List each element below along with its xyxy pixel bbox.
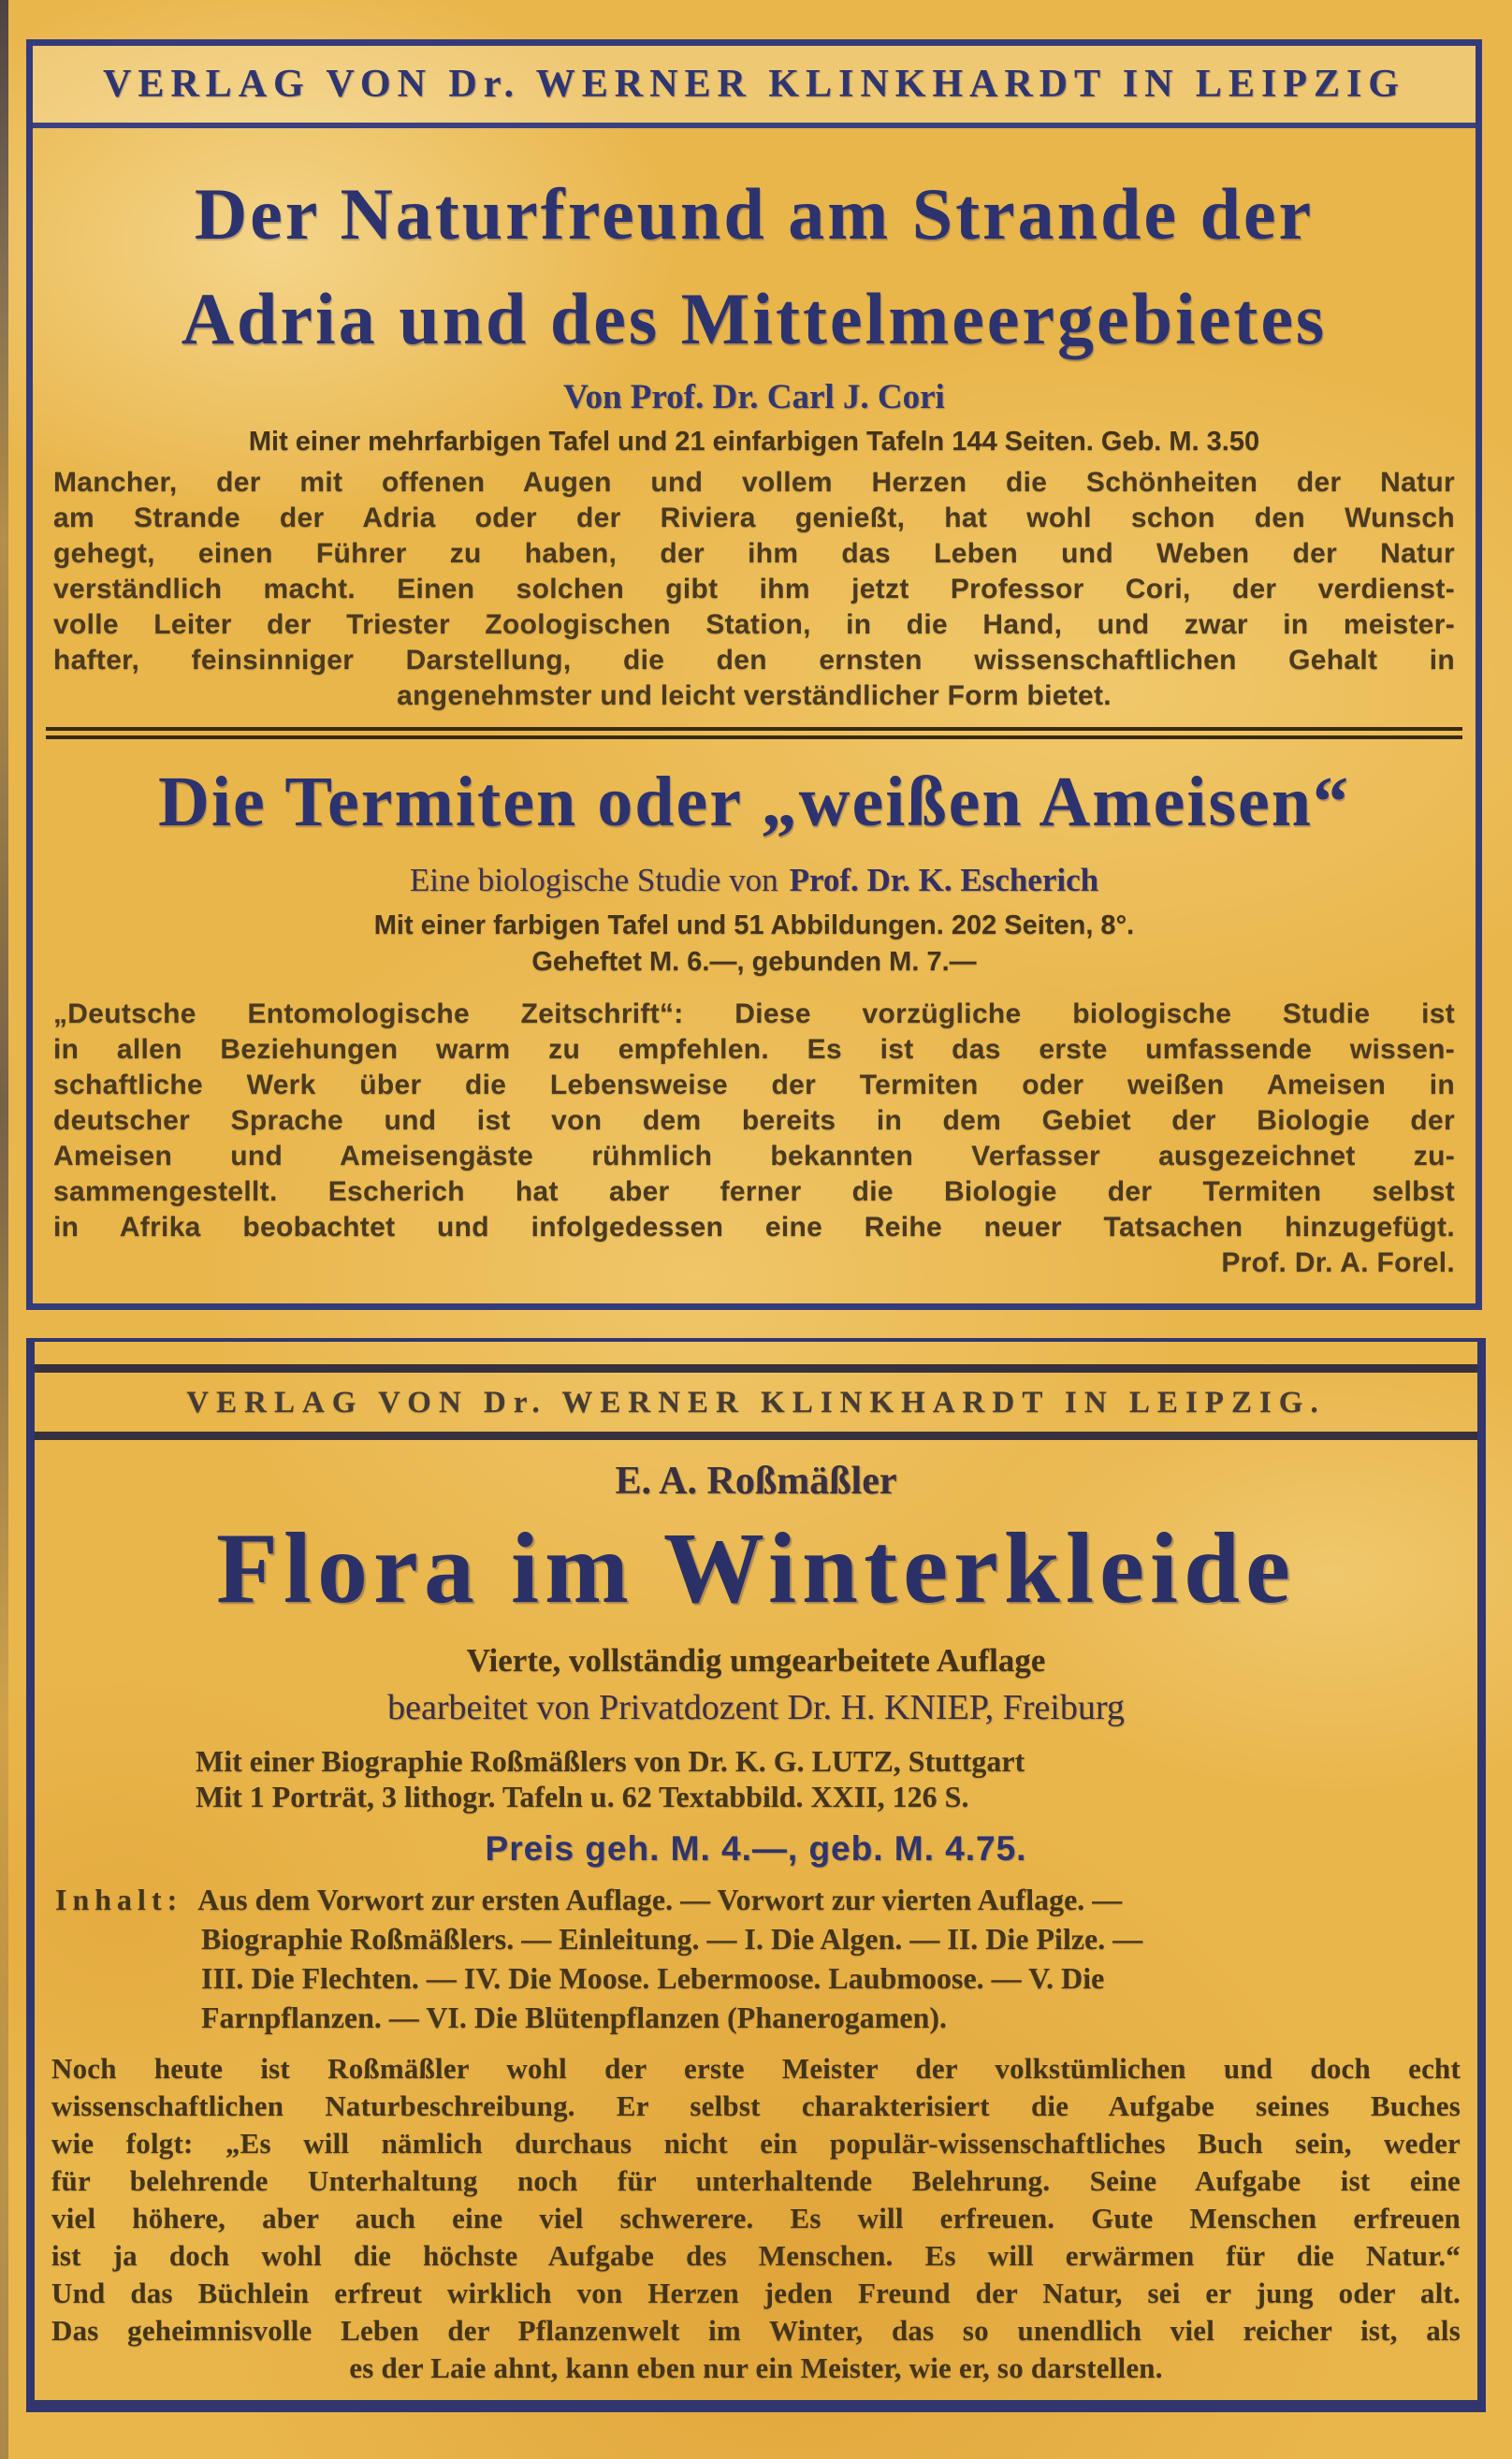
contents-line-first <box>55 1880 1457 1919</box>
review-line: in Afrika beobachtet und infolgedessen eine Reihe neuer Tatsachen hinzugefügt. <box>53 1212 1455 1243</box>
book2-details-plates: Mit einer farbigen Tafel und 51 Abbildungen. 202 Seiten, 8°. <box>373 910 1135 940</box>
book2-subtitle <box>33 862 1476 899</box>
book1-title-line1: Der Naturfreund am Strande der <box>194 173 1315 255</box>
review-line: wie folgt: „Es will nämlich durchaus nicht ein populär-wissenschaftliches Buch sein, weder <box>51 2127 1461 2160</box>
review-line: Mancher, der mit offenen Augen und vollem Herzen die Schönheiten der Natur <box>53 467 1455 498</box>
book1-byline: Von Prof. Dr. Carl J. Cori <box>563 378 945 416</box>
book3-title: Flora im Winterkleide <box>216 1513 1296 1624</box>
book1-details: Mit einer mehrfarbigen Tafel und 21 einfarbigen Tafeln 144 Seiten. Geb. M. 3.50 <box>248 427 1260 457</box>
book3-details-line1: Mit einer Biographie Roßmäßlers von Dr. K. G. LUTZ, Stuttgart <box>196 1744 1025 1778</box>
review-line: „Deutsche Entomologische Zeitschrift“: Diese vorzügliche biologische Studie ist <box>53 998 1455 1029</box>
book2-details-price: Geheftet M. 6.—, gebunden M. 7.— <box>531 947 977 977</box>
book3-editor: bearbeitet von Privatdozent Dr. H. KNIEP, Freiburg <box>387 1688 1125 1727</box>
heavy-rule-top <box>35 1364 1477 1373</box>
book3-details <box>196 1743 1477 1814</box>
book3-edition: Vierte, vollständig umgearbeitete Auflage <box>466 1642 1046 1679</box>
book3-price: Preis geh. M. 4.—, geb. M. 4.75. <box>485 1829 1027 1868</box>
review-line: volle Leiter der Triester Zoologischen Station, in die Hand, und zwar in meister- <box>53 609 1455 640</box>
book3-review-paragraph <box>51 2050 1461 2387</box>
review-line: sammengestellt. Escherich hat aber ferner die Biologie der Termiten selbst <box>53 1176 1455 1207</box>
publisher-banner-top-text: VERLAG VON Dr. WERNER KLINKHARDT IN LEIPZIG <box>103 63 1405 106</box>
review-line: hafter, feinsinniger Darstellung, die den ernsten wissenschaftlichen Gehalt in <box>53 645 1455 676</box>
review-line: verständlich macht. Einen solchen gibt ihm jetzt Professor Cori, der verdienst- <box>53 574 1455 604</box>
publisher-banner-top <box>33 46 1476 128</box>
book3-contents <box>55 1880 1457 2037</box>
review-line: für belehrende Unterhaltung noch für unterhaltende Belehrung. Seine Aufgabe ist eine <box>51 2164 1461 2197</box>
double-rule-divider <box>46 727 1462 739</box>
book1-review-paragraph <box>53 465 1455 714</box>
heavy-rule-bottom <box>35 1432 1477 1440</box>
ad-frame-top <box>26 39 1482 1310</box>
review-signature: Prof. Dr. A. Forel. <box>1221 1247 1455 1278</box>
book2-title: Die Termiten oder „weißen Ameisen“ <box>157 763 1351 841</box>
review-line: gehegt, einen Führer zu haben, der ihm das Leben und Weben der Natur <box>53 538 1455 569</box>
review-line: es der Laie ahnt, kann eben nur ein Meister, wie er, so darstellen. <box>349 2351 1163 2384</box>
contents-line: III. Die Flechten. — IV. Die Moose. Lebermoose. Laubmoose. — V. Die <box>201 1961 1105 1995</box>
book2-review-paragraph <box>53 997 1455 1281</box>
contents-first-text: Aus dem Vorwort zur ersten Auflage. — Vorwort zur vierten Auflage. — <box>197 1883 1123 1916</box>
contents-label: Inhalt: <box>55 1883 183 1916</box>
review-line: Das geheimnisvolle Leben der Pflanzenwelt im Winter, das so unendlich viel reicher ist, als <box>51 2314 1461 2347</box>
photo-edge-shadow <box>0 0 8 2459</box>
publisher-banner-bottom: VERLAG VON Dr. WERNER KLINKHARDT IN LEIPZIG. <box>186 1386 1326 1419</box>
review-line: Und das Büchlein erfreut wirklich von Herzen jeden Freund der Natur, sei er jung oder alt. <box>51 2277 1461 2309</box>
review-line: in allen Beziehungen warm zu empfehlen. Es ist das erste umfassende wissen- <box>53 1034 1455 1065</box>
review-line: wissenschaftlichen Naturbeschreibung. Er selbst charakterisiert die Aufgabe seines Buches <box>51 2089 1461 2122</box>
book2-subtitle-prefix: Eine biologische Studie von <box>409 862 778 898</box>
review-line: am Strande der Adria oder der Riviera genießt, hat wohl schon den Wunsch <box>53 502 1455 533</box>
review-line: Ameisen und Ameisengäste rühmlich bekannten Verfasser ausgezeichnet zu- <box>53 1141 1455 1171</box>
review-line: viel höhere, aber auch eine viel schwerere. Es will erfreuen. Gute Menschen erfreuen <box>51 2202 1461 2234</box>
review-line: deutscher Sprache und ist von dem bereits in dem Gebiet der Biologie der <box>53 1105 1455 1136</box>
contents-line: Farnpflanzen. — VI. Die Blütenpflanzen (Phanerogamen). <box>201 2001 948 2034</box>
ad-frame-bottom <box>26 1338 1486 2412</box>
book2-subtitle-author: Prof. Dr. K. Escherich <box>789 862 1099 898</box>
book3-author: E. A. Roßmäßler <box>615 1460 897 1503</box>
review-line: schaftliche Werk über die Lebensweise der Termiten oder weißen Ameisen in <box>53 1069 1455 1100</box>
book1-title <box>33 162 1476 371</box>
review-line: Noch heute ist Roßmäßler wohl der erste Meister der volkstümlichen und doch echt <box>51 2052 1461 2085</box>
book3-details-line2: Mit 1 Porträt, 3 lithogr. Tafeln u. 62 Textabbild. XXII, 126 S. <box>196 1780 969 1813</box>
contents-line: Biographie Roßmäßlers. — Einleitung. — I. Die Algen. — II. Die Pilze. — <box>201 1922 1143 1956</box>
review-line: ist ja doch wohl die höchste Aufgabe des Menschen. Es will erwärmen für die Natur.“ <box>51 2239 1461 2272</box>
review-line: angenehmster und leicht verständlicher Form bietet. <box>397 680 1112 711</box>
book1-title-line2: Adria und des Mittelmeergebietes <box>181 278 1328 359</box>
